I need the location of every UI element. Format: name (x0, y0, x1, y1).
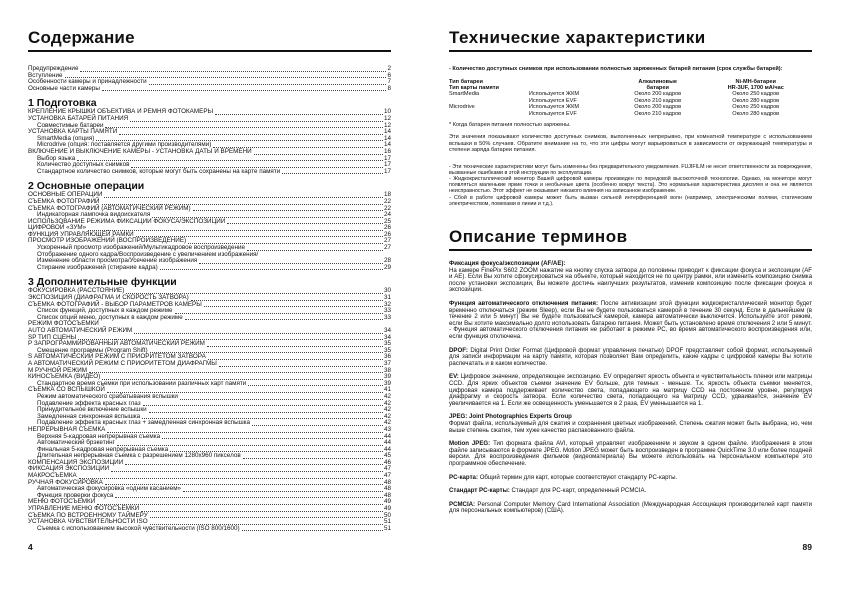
toc-entry-label: МЕНЮ ФОТОСЪЕМКИ (28, 498, 96, 506)
toc-entry-label: Финальная 5-кадровая непрерывная съемка (37, 445, 169, 453)
toc-entry-label: Отображение одного кадра/Воспроизведение с увеличением изображения/ (37, 250, 259, 258)
toc-entry[interactable] (28, 169, 391, 176)
toc-entry-page: 32 (383, 300, 391, 308)
leader-dots (282, 173, 383, 174)
toc-entry-label: Особенности камеры и принадлежности (28, 78, 147, 86)
toc-entry-label: СЪЕМКА СО ВСПЫШКОЙ (28, 386, 105, 394)
leader-dots (150, 517, 383, 518)
toc-entry-label: УСТАНОВКА ЧУВСТВИТЕЛЬНОСТИ ISO (28, 518, 148, 526)
leader-dots (102, 90, 387, 91)
toc-entry-page: 17 (383, 161, 391, 169)
toc-entry-label: СЪЕМКА ФОТОГРАФИЙ (28, 197, 100, 205)
toc-entry-label: S АВТОМАТИЧЕСКИЙ РЕЖИМ С ПРИОРИТЕТОМ ЗАТВОРА (28, 353, 206, 361)
term-definition: Digital Print Order Format (Цифровой формат управления печатью) DPOF представляет собой формат, используемый для записи информации на карту памяти, которая позволяет Вам определить, какие кадры с цифровой камеры Вы хотите распечатать и в каком количестве. (449, 346, 812, 367)
toc-entry-page: 45 (383, 452, 391, 460)
header-cell: HR-3UF, 1700 мА/час (727, 84, 784, 91)
toc-entry-page: 34 (383, 333, 391, 341)
toc-entry-label: Подавление эффекта красных глаз + замедленная синхронная вспышка (37, 419, 251, 427)
toc-entry-label: Изменение области просмотра/Усечение изображения (37, 257, 198, 265)
table-cell: Используется ЖКМ (528, 104, 579, 111)
leader-dots (252, 425, 383, 426)
leader-dots (89, 372, 383, 373)
leader-dots (185, 319, 383, 320)
leader-dots (79, 478, 383, 479)
toc-entry-label: Ускоренный просмотр изображений/Мультикадровое воспроизведение (37, 244, 245, 252)
leader-dots (119, 134, 383, 135)
toc-entry-label: Выбор языка (37, 154, 76, 162)
toc-entry-label: Основные части камеры (28, 84, 100, 92)
term-entry (449, 502, 812, 515)
leader-dots (162, 438, 383, 439)
table-cell: Около 210 кадров (634, 110, 682, 117)
leader-dots (193, 210, 383, 211)
toc-entry-page: 42 (383, 412, 391, 420)
toc-entry-page: 6 (387, 71, 391, 79)
page-number: 4 (28, 542, 33, 552)
table-cell: Microdrive (449, 104, 475, 111)
toc-entry-page: 51 (383, 524, 391, 532)
table-cell: Около 210 кадров (634, 97, 682, 104)
toc-entry-label: ПРОСМОТР ИЗОБРАЖЕНИЙ (ВОСПРОИЗВЕДЕНИЕ) (28, 237, 187, 245)
toc-entry[interactable] (28, 149, 391, 156)
leader-dots (80, 71, 386, 72)
table-cell: Около 200 кадров (634, 104, 682, 111)
toc-entry-page: 27 (383, 237, 391, 245)
term-name: Motion JPEG: (449, 440, 491, 448)
leader-dots (149, 84, 387, 85)
toc-entry-label: Автоматический брэкетинг (37, 439, 115, 447)
table-cell: Около 280 кадров (732, 97, 780, 104)
toc-entry-label: SmartMedia (опция) (37, 134, 95, 142)
toc-entry-page: 43 (383, 425, 391, 433)
toc-entry-page: 35 (383, 340, 391, 348)
leader-dots (247, 250, 383, 251)
toc-entry-label: КИНОСЪЕМКА (ВИДЕО) (28, 373, 101, 381)
term-entry (449, 261, 812, 294)
table-cell: Используется ЖКМ (528, 91, 579, 98)
term-name: EV: (449, 373, 459, 381)
toc-entry-label: УСТАНОВКА КАРТЫ ПАМЯТИ (28, 128, 118, 136)
term-definition: Цифровое значение, определяющее экспозицию. EV определяет яркость объекта и чувствительность пленки или матрицы CCD. Для ярких объектов съемки значение EV больше, для темных - меньше. Т.к. яркость объекта съемки меняется, цифровая камера поддерживает количество света, попадающего на матрицу CCD на постоянном уровне, регулируя диафрагму и скорость затвора. Если количество света, попадающего на матрицу CCD, удваивается, значение EV увеличивается на 1. Если же освещенность уменьшается в 2 раза, EV уменьшается на 1. (449, 373, 813, 407)
toc-entry-label: Принудительное включение вспышки (37, 406, 147, 414)
toc-entry-page: 14 (383, 141, 391, 149)
term-name: Стандарт PC-карты: (449, 487, 510, 495)
term-definition: Формат файла, используемый для сжатия и сохранения цветных изображений. Степень сжатия может быть выбрана, но, чем выше степень сжатия, тем хуже качество распакованного файла. (449, 419, 812, 434)
toc-entry-label: УСТАНОВКА БАТАРЕЙ ПИТАНИЯ (28, 114, 129, 122)
toc-entry-label: НЕПРЕРЫВНАЯ СЪЕМКА (28, 425, 106, 433)
toc-entry-label: КРЕПЛЕНИЕ КРЫШКИ ОБЪЕКТИВА И РЕМНЯ ФОТОКАМЕРЫ (28, 108, 214, 116)
spec-note: - Жидкокристаллический монитор Вашей цифровой камеры произведен по передовой высокоточной технологии. Однако, на мониторе могут появляться маленькие яркие точки и необычные цвета (особенно вокруг текста). Это нормальная характеристика дисплея и она не является неисправностью. Этот эффект не оказывает никакого влияния на записанное изображение. (449, 176, 812, 195)
toc-entry-page: 47 (383, 465, 391, 473)
toc-entry-page: 46 (383, 458, 391, 466)
page-title: Содержание (28, 28, 391, 52)
section-heading: 3 Дополнительные функции (28, 276, 177, 289)
toc-entry-label: P ЗАПРОГРАММИРОВАННЫЙ АВТОМАТИЧЕСКИЙ РЕЖИМ (28, 340, 205, 348)
specs-paragraph: Эти значения показывают количество доступных снимков, выполненных непрерывно, при комнатной температуре с использованием вспышки в 50% случаев. Обратите внимание на то, что эти цифры могут варьироваться в зависимости от окружающей температуры и степени заряда батареи питания. (449, 134, 812, 154)
toc-entry-page: 51 (383, 518, 391, 526)
header-cell: Тип карты памяти (449, 84, 499, 91)
specs-title: Технические характеристики (449, 28, 812, 52)
toc-entry-label: СЪЕМКА ФОТОГРАФИЙ - ВЫБОР ПАРАМЕТРОВ КАМЕРЫ (28, 300, 202, 308)
toc-entry[interactable] (28, 328, 391, 335)
toc-entry-label: Съемка с использованием высокой чувствительности (ISO 800/1600) (37, 524, 240, 532)
term-definition: На камере FinePix S602 ZOOM нажатие на кнопку спуска затвора до половины приводит к фиксации фокуса и экспозиции (AF и AE). Если Вы хотите сфокусироваться на объекте, который находится не по центру рамки, или изменить композицию снимка после установки экспозиции, Вы можете достичь наилучших результатов, изменив композицию после фиксации фокуса и экспозиции. (449, 266, 812, 294)
table-footnote: * Когда батареи питания полностью заряжены. (449, 121, 571, 128)
leader-dots (243, 458, 383, 459)
toc-entry-page: 42 (383, 399, 391, 407)
toc-entry-label: Стандартное время съемки при использовании различных карт памяти (37, 379, 247, 387)
toc-entry-label: МАКРОСЪЕМКА (28, 472, 77, 480)
toc-entry-page: 38 (383, 366, 391, 374)
term-name: PC-карта: (449, 473, 478, 481)
toc-entry-label: РЕЖИМ ФОТОСЪЕМКИ (28, 320, 99, 328)
leader-dots (183, 491, 383, 492)
toc-entry-label: СЪЕМКА ПО ВСТРОЕННОМУ ТАЙМЕРУ (28, 511, 148, 519)
toc-entry-label: Предупреждение (28, 65, 79, 72)
term-name: DPOF: (449, 346, 468, 354)
toc-entry-label: ФИКСАЦИЯ ЭКСПОЗИЦИИ (28, 465, 110, 473)
header-cell: Тип батареи (449, 78, 483, 85)
leader-dots (141, 511, 383, 512)
toc-entry-label: Верхняя 5-кадровая непрерывная съемка (37, 432, 161, 440)
term-definition: После активизации этой функции жидкокристаллический монитор будет временно отключаться (режим Sleep), если Вы не будете пользоваться камерой в течение 30 секунд. Если в дальнейшем (в течение 2 или 5 минут) Вы не будете пользоваться камерой, камера автоматически выключится. Используйте этот режим, если Вы хотите максимально долго использовать батарею питания. Может быть установлено время отключения 2 или 5 минут. - Функция автоматического отключения питания не работает в режиме PC, во время автоматического воспроизведения или, если функция отключена. (449, 300, 812, 341)
leader-dots (104, 197, 383, 198)
table-cell: Около 200 кадров (634, 91, 682, 98)
header-cell: батареи (646, 84, 669, 91)
toc-entry-label: Вступление (28, 71, 63, 79)
toc-entry-page: 17 (383, 154, 391, 162)
toc-entry-page: 48 (383, 478, 391, 486)
battery-table (449, 79, 812, 117)
toc-entry-page: 22 (383, 204, 391, 212)
leader-dots (242, 530, 383, 531)
toc-entry-page: 14 (383, 128, 391, 136)
toc-entry-page: 48 (383, 485, 391, 493)
term-entry (449, 475, 812, 482)
specs-notes (449, 164, 812, 207)
term-name: Фиксация фокуса/экспозиции (AF/AE): (449, 260, 566, 268)
toc-entry-label: ФУНКЦИЯ УПРАВЛЯЮЩЕЙ РАМКИ (28, 230, 134, 238)
toc-entry-page: 49 (383, 498, 391, 506)
page-number: 89 (802, 542, 812, 552)
header-cell: Алкалиновые (638, 78, 678, 85)
term-entry (449, 488, 812, 495)
toc-entry-page: 48 (383, 491, 391, 499)
leader-dots (208, 359, 383, 360)
toc-entry-label: Список функций, доступных в каждом режиме (37, 307, 173, 315)
table-cell: Около 250 кадров (732, 91, 780, 98)
leader-dots (215, 114, 383, 115)
toc-entry-label: AUTO АВТОМАТИЧЕСКИЙ РЕЖИМ (28, 327, 133, 334)
toc-entry-page: 12 (383, 121, 391, 129)
table-of-contents (28, 66, 391, 532)
terms-list (449, 261, 812, 515)
toc-entry-page: 28 (383, 257, 391, 265)
toc-entry-page: 39 (383, 379, 391, 387)
leader-dots (105, 127, 383, 128)
toc-entry-page: 12 (383, 114, 391, 122)
toc-entry-page: 8 (387, 84, 391, 92)
toc-entry-label: Индикаторная лампочка видоискателя (37, 211, 151, 219)
table-cell: Около 280 кадров (732, 110, 780, 117)
toc-entry-page: 44 (383, 432, 391, 440)
toc-entry-page: 37 (383, 359, 391, 367)
right-page (421, 0, 842, 595)
toc-entry-page: 42 (383, 392, 391, 400)
leader-dots (97, 504, 383, 505)
toc-entry-page: 33 (383, 313, 391, 321)
toc-entry-page: 44 (383, 439, 391, 447)
leader-dots (207, 346, 383, 347)
toc-entry[interactable] (28, 86, 391, 93)
toc-entry-page: 14 (383, 134, 391, 142)
toc-entry-label: Замедленная синхронная вспышка (37, 412, 141, 420)
toc-entry[interactable] (28, 66, 391, 73)
leader-dots (199, 263, 383, 264)
toc-entry-label: ЭКСПОЗИЦИЯ (ДИАФРАГМА И СКОРОСТЬ ЗАТВОРА) (28, 294, 189, 302)
toc-entry-page: 24 (383, 211, 391, 219)
toc-entry-label: Автоматическая фокусировка «одним касанием» (37, 485, 182, 493)
toc-entry-page: 34 (383, 327, 391, 334)
toc-entry-label: ОСНОВНЫЕ ОПЕРАЦИИ (28, 191, 103, 199)
toc-entry-page: 41 (383, 386, 391, 394)
term-entry (449, 441, 812, 467)
toc-entry-label: Длительная непрерывная съемка с разрешением 1280х960 пикселов (37, 452, 241, 460)
leader-dots (180, 399, 383, 400)
leader-dots (160, 269, 383, 270)
toc-entry-page: 7 (387, 78, 391, 86)
toc-entry-label: Microdrive (опция: поставляется другими производителями) (37, 141, 212, 149)
toc-entry-label: КОМПЕНСАЦИЯ ЭКСПОЗИЦИИ (28, 458, 124, 466)
toc-entry-page: 2 (387, 65, 391, 72)
term-definition: Общий термин для карт, которые соответствуют стандарту PC-карты. (479, 473, 678, 481)
toc-entry-label: ВКЛЮЧЕНИЕ И ВЫКЛЮЧЕНИЕ КАМЕРЫ - УСТАНОВКА ДАТЫ И ВРЕМЕНИ (28, 147, 252, 155)
leader-dots (143, 405, 383, 406)
toc-entry-page: 18 (383, 191, 391, 199)
toc-entry-label: Совместимые батареи (37, 121, 104, 129)
toc-entry-label: SP ТИП СЦЕНЫ (28, 333, 77, 341)
specs-intro: - Количество доступных снимков при использовании полностью заряженных батарей питания (срок службы батарей): (449, 66, 783, 72)
toc-entry-page: 42 (383, 406, 391, 414)
leader-dots (115, 497, 383, 498)
leader-dots (130, 121, 383, 122)
toc-entry-label: Смещение программы (Program Shift) (37, 346, 148, 354)
section-heading: 2 Основные операции (28, 180, 145, 193)
leader-dots (254, 154, 383, 155)
table-cell: SmartMedia (449, 91, 480, 98)
term-name: Функция автоматического отключения питания: (449, 300, 599, 308)
toc-entry[interactable] (28, 265, 391, 272)
toc-entry-page: 29 (383, 263, 391, 271)
term-definition: Personal Computer Memory Card International Association (Международная Ассоциация производителей карт памяти для персональных компьютеров) (США). (449, 500, 812, 515)
toc-entry-page: 25 (383, 217, 391, 225)
header-cell: Ni-MH-батареи (735, 78, 776, 85)
toc-entry-page: 39 (383, 373, 391, 381)
toc-entry-page: 49 (383, 505, 391, 513)
term-entry (449, 348, 812, 368)
table-row (449, 111, 812, 117)
toc-entry-label: ИСПОЛЬЗОВАНИЕ РЕЖИМА ФИКСАЦИИ ФОКУСА/ЭКСПОЗИЦИИ (28, 217, 226, 225)
toc-entry-label: ФОКУСИРОВКА (РАССТОЯНИЕ) (28, 287, 125, 295)
toc-entry-label: РУЧНАЯ ФОКУСИРОВКА (28, 478, 103, 486)
spec-note: - Эти технические характеристики могут быть изменены без предварительного уведомления. FUJIFILM не несет ответственности за повреждения, вызванные ошибками в этой инструкции по эксплуатации. (449, 163, 812, 176)
toc-entry-label: УПРАВЛЕНИЕ МЕНЮ ФОТОСЪЕМКИ (28, 505, 140, 513)
term-name: JPEG: Joint Photographics Experts Group (449, 413, 572, 421)
leader-dots (227, 223, 383, 224)
term-name: PCMCIA: (449, 500, 476, 508)
toc-entry-label: Стирание изображений (стирание кадра) (37, 263, 158, 271)
toc-entry-page: 16 (383, 147, 391, 155)
toc-entry-label: Режим автоматического срабатывания вспышки (37, 392, 178, 400)
toc-entry-page: 27 (383, 244, 391, 252)
toc-entry-label: A АВТОМАТИЧЕСКИЙ РЕЖИМ С ПРИОРИТЕТОМ ДИАФРАГМЫ (28, 359, 217, 367)
table-cell (449, 111, 529, 117)
leader-dots (204, 306, 383, 307)
leader-dots (125, 464, 383, 465)
toc-entry-page: 22 (383, 197, 391, 205)
toc-entry-label: Количество доступных снимков (37, 161, 130, 169)
leader-dots (175, 313, 383, 314)
leader-dots (248, 385, 383, 386)
toc-entry-page: 36 (383, 353, 391, 361)
toc-entry-label: Функция проверки фокуса (37, 491, 114, 499)
toc-entry-page: 50 (383, 511, 391, 519)
toc-entry-page: 33 (383, 307, 391, 315)
toc-entry-page: 35 (383, 346, 391, 354)
toc-entry-page: 44 (383, 445, 391, 453)
terms-title: Описание терминов (449, 227, 812, 251)
toc-entry-page: 17 (383, 167, 391, 175)
term-definition: Тип формата файла AVI, который управляет изображением и звуком в одном файле. Изображения в этом файле записываются в формате JPEG. Motion JPEG может быть воспроизведен в программе QuickTime 3.0 или более поздней версии. Для воспроизведения фильмов (видеоматериала) Вы можете использовать на персональном компьютере это программное обеспечение. (449, 440, 813, 467)
toc-entry-page: 26 (383, 230, 391, 238)
table-cell: Используется EVF (528, 110, 577, 117)
leader-dots (111, 471, 383, 472)
toc-entry-page: 10 (383, 108, 391, 116)
toc-entry-page: 42 (383, 419, 391, 427)
toc-entry[interactable] (28, 526, 391, 533)
spec-note: - Сбой в работе цифровой камеры может быть вызван сильной интерференцией волн (например, электрическими полями, статическим электричеством, помехами в линии и т.д.). (449, 194, 812, 207)
toc-entry-label: СЪЕМКА ФОТОГРАФИЙ (АВТОМАТИЧЕСКИЙ РЕЖИМ) (28, 204, 191, 212)
leader-dots (219, 366, 383, 367)
toc-entry-page: 47 (383, 472, 391, 480)
leader-dots (149, 412, 383, 413)
toc-entry-label: Стандартное количество снимков, которые могут быть сохранены на карте памяти (37, 167, 281, 175)
leader-dots (134, 333, 383, 334)
toc-entry-label: Список опций меню, доступных в каждом режиме (37, 313, 183, 321)
toc-entry[interactable] (28, 466, 391, 473)
term-entry (449, 301, 812, 341)
term-entry (449, 414, 812, 434)
section-heading: 1 Подготовка (28, 97, 97, 110)
table-cell: Используется EVF (528, 97, 577, 104)
term-definition: Стандарт для PC-карт, определенный PCMCIA. (511, 487, 647, 495)
toc-entry-label: ЦИФРОВОЙ «ЗУМ» (28, 224, 87, 232)
toc-entry-page: 26 (383, 224, 391, 232)
leader-dots (191, 300, 383, 301)
toc-entry-label: M РУЧНОЙ РЕЖИМ (28, 366, 87, 374)
toc-entry-page: 30 (383, 287, 391, 295)
toc-entry-label: Подавление эффекта красных глаз (37, 399, 141, 407)
term-entry (449, 374, 812, 407)
toc-entry-page: 31 (383, 294, 391, 302)
table-cell: Около 250 кадров (732, 104, 780, 111)
